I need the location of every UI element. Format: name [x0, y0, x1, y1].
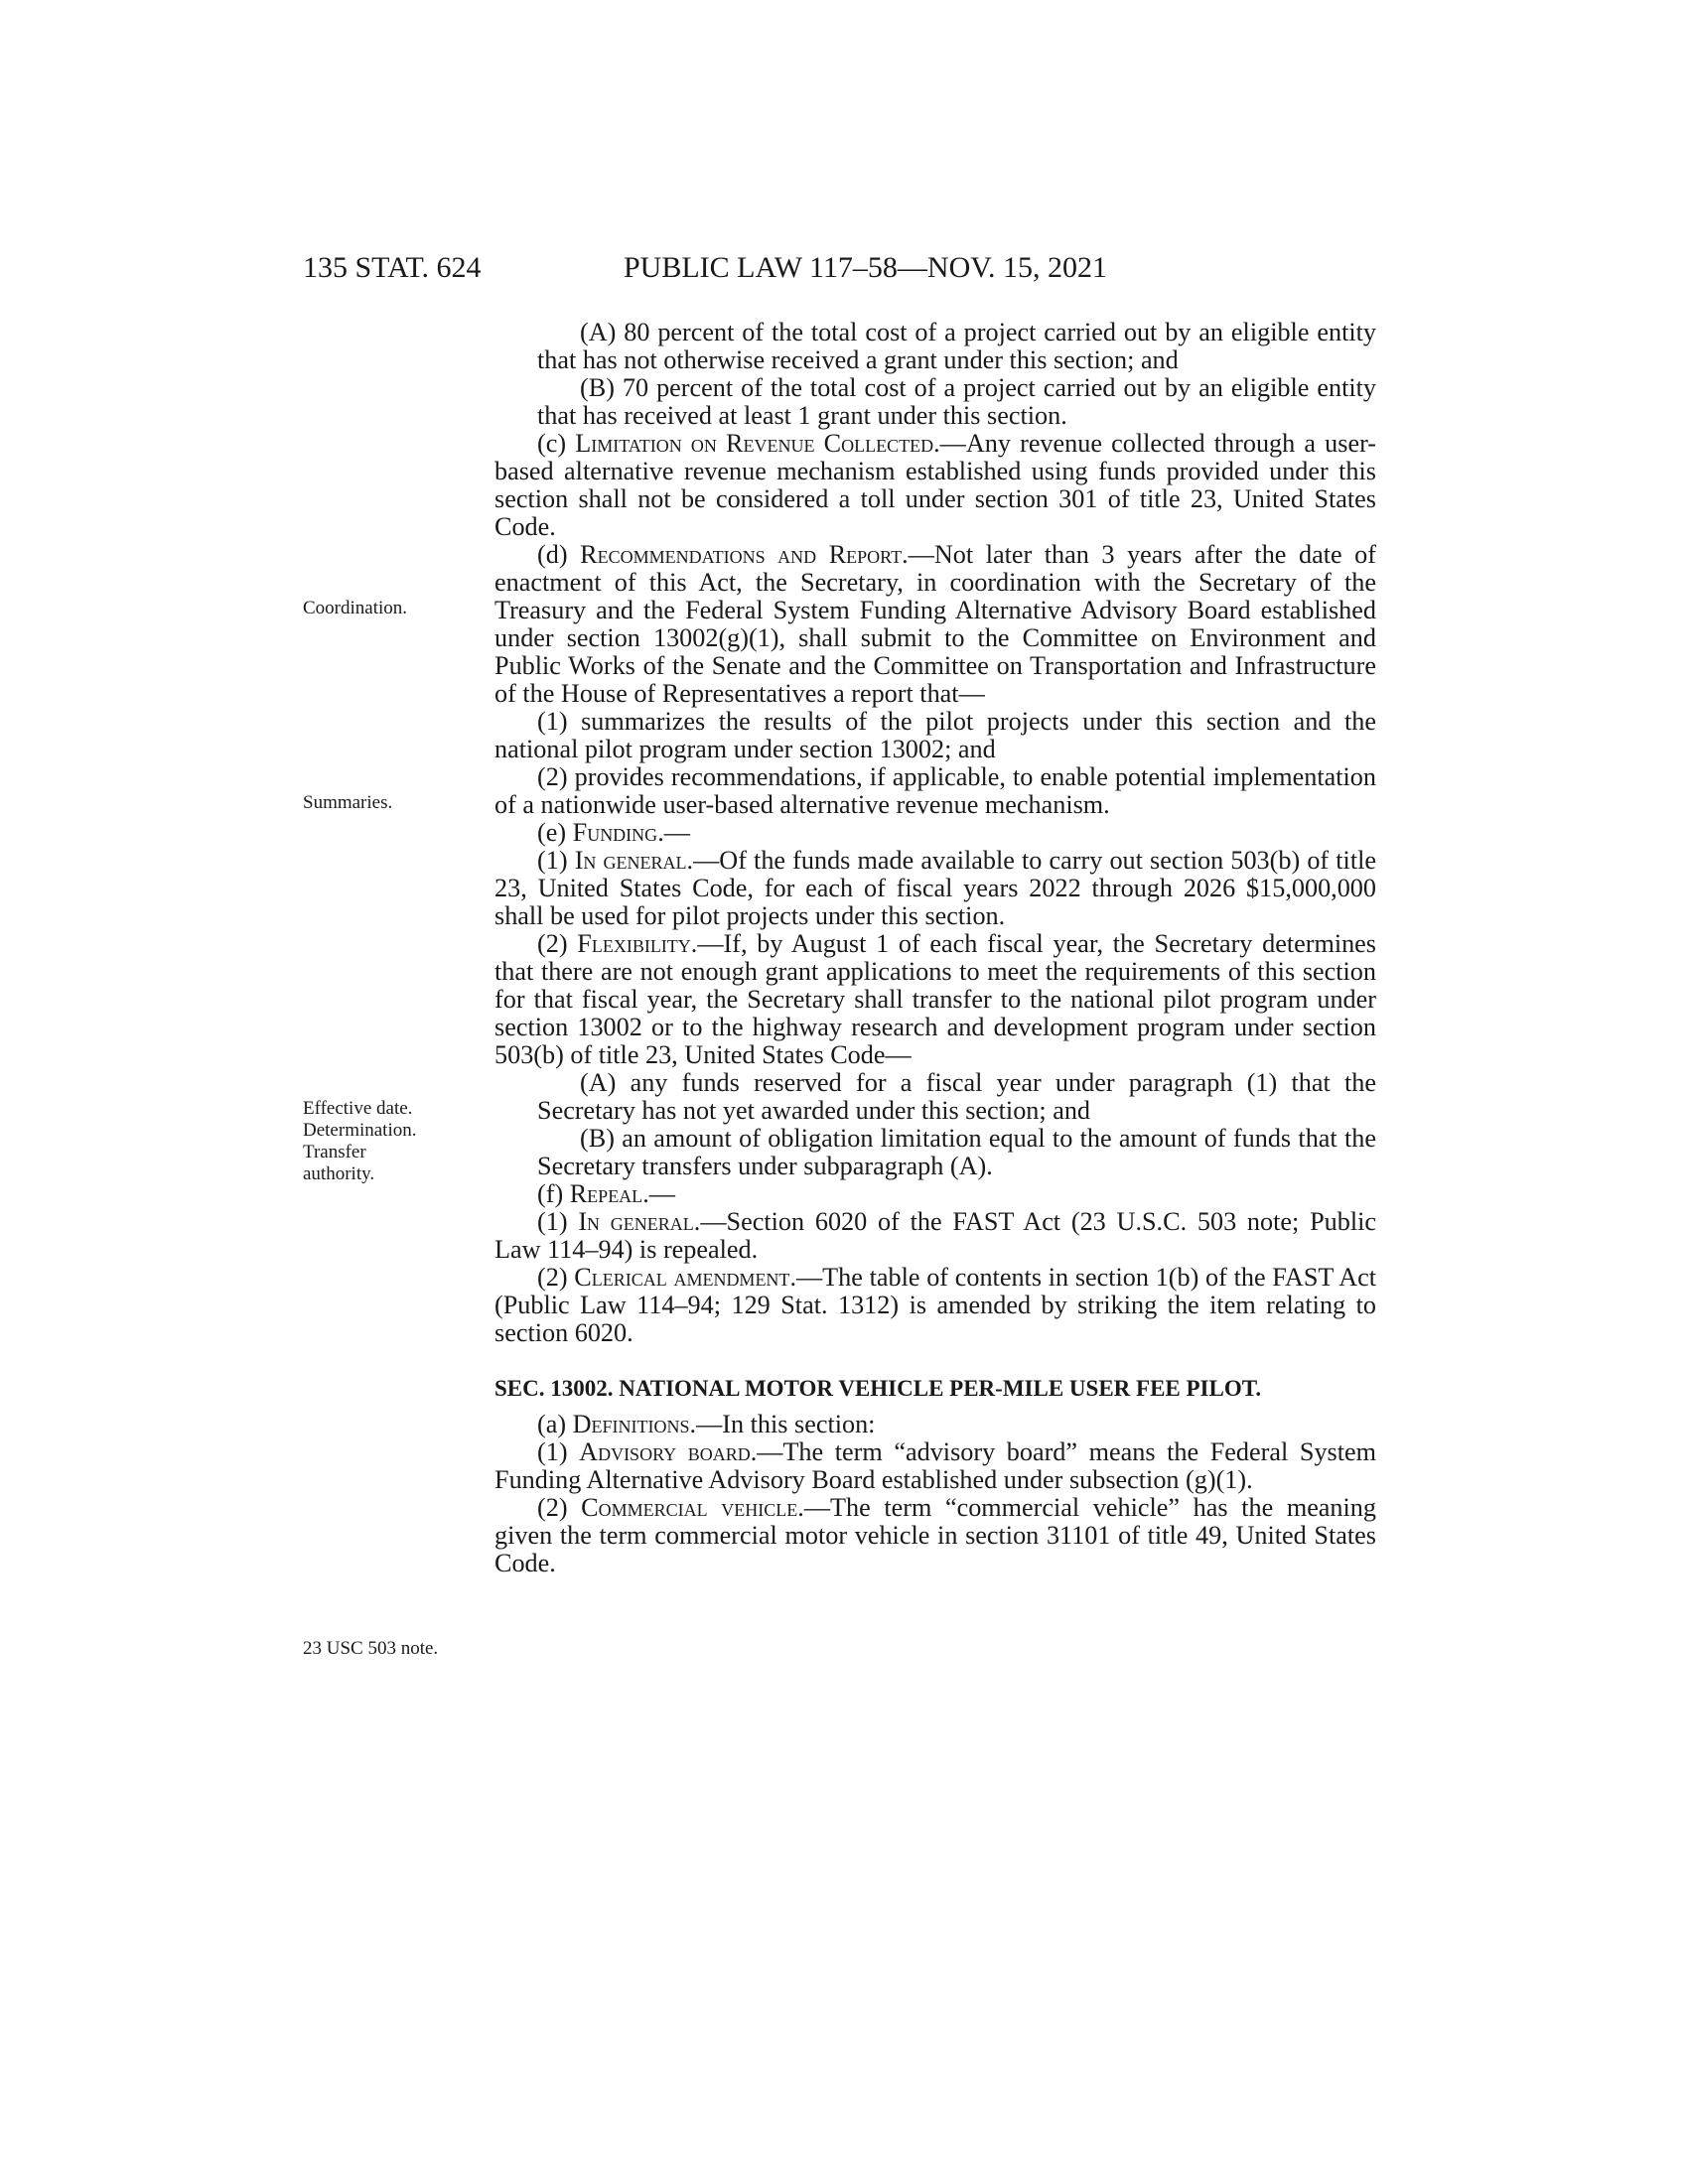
margin-note-line: Transfer	[303, 1142, 366, 1162]
text: .—Any revenue collected through a user-based alternative revenue mechanism established using funds provided under this section shall not be considered a toll under section 301 of title 23, United States Code.	[494, 429, 1376, 541]
paragraph-d2: (2) provides recommendations, if applicable, to enable potential implementation of a nationwide user-based alternative revenue mechanism.	[494, 762, 1376, 819]
heading: Flexibility	[577, 929, 691, 958]
label: (e)	[537, 818, 573, 847]
label: (f)	[537, 1179, 570, 1208]
paragraph-e2	[494, 930, 1376, 1069]
heading: Limitation on Revenue Collected	[575, 429, 934, 458]
margin-note-usc: 23 USC 503 note.	[303, 1638, 439, 1659]
heading: In general	[574, 846, 687, 875]
label: (c)	[537, 429, 576, 458]
text: .—The table of contents in section 1(b) of the FAST Act (Public Law 114–94; 129 Stat. 1312) is amended by striking the item relating to section 6020.	[494, 1263, 1377, 1347]
subparagraph-e2a: (A) any funds reserved for a fiscal year under paragraph (1) that the Secretary has not yet awarded under this section; and	[537, 1068, 1376, 1125]
text: .—The term “commercial vehicle” has the meaning given the term commercial motor vehicle in section 31101 of title 49, United States Code.	[494, 1493, 1376, 1577]
subparagraph-e2b: (B) an amount of obligation limitation equal to the amount of funds that the Secretary transfers under subparagraph (A).	[537, 1124, 1376, 1180]
text: .—Section 6020 of the FAST Act (23 U.S.C. 503 note; Public Law 114–94) is repealed.	[494, 1207, 1376, 1264]
label: (a)	[537, 1410, 573, 1438]
paragraph-f1	[494, 1208, 1376, 1264]
paragraph-d1: (1) summarizes the results of the pilot projects under this section and the national pilot program under section 13002; and	[494, 707, 1376, 763]
paragraph-a1	[494, 1438, 1376, 1494]
margin-note-effective-date	[303, 1098, 417, 1185]
margin-note-line: Determination.	[303, 1120, 417, 1141]
margin-note-line: authority.	[303, 1163, 375, 1184]
margin-note-line: Effective date.	[303, 1098, 413, 1119]
margin-note-summaries: Summaries.	[303, 792, 393, 813]
text: .—Of the funds made available to carry out section 503(b) of title 23, United States Code, for each of fiscal years 2022 through 2026 $15,000,000 shall be used for pilot projects under this section.	[494, 846, 1376, 930]
label: (1)	[537, 1207, 579, 1236]
subsection-d	[494, 541, 1376, 708]
page-number-header: 135 STAT. 624	[303, 251, 482, 284]
margin-note-coordination: Coordination.	[303, 598, 408, 618]
subsection-a	[494, 1411, 1376, 1438]
heading: Commercial vehicle	[581, 1493, 798, 1522]
heading: Recommendations and Report	[580, 540, 903, 569]
subsection-e	[494, 819, 1376, 847]
label: (2)	[537, 1263, 575, 1292]
label: (d)	[537, 540, 581, 569]
subparagraph-b: (B) 70 percent of the total cost of a project carried out by an eligible entity that has received at least 1 grant under this section.	[537, 373, 1376, 430]
text: .—	[657, 818, 690, 847]
subsection-f	[494, 1180, 1376, 1208]
section-heading: SEC. 13002. NATIONAL MOTOR VEHICLE PER-MILE USER FEE PILOT.	[494, 1376, 1262, 1401]
statute-body	[494, 319, 1376, 1577]
heading: Advisory board	[579, 1437, 751, 1466]
label: (1)	[537, 846, 575, 875]
label: (2)	[537, 929, 578, 958]
label: (2)	[537, 1493, 582, 1522]
text: .—	[642, 1179, 675, 1208]
spacer	[494, 1347, 1376, 1375]
heading: In general	[578, 1207, 694, 1236]
label: (1)	[537, 1437, 580, 1466]
subsection-c	[494, 430, 1376, 541]
heading: Repeal	[569, 1179, 643, 1208]
text: .—Not later than 3 years after the date of enactment of this Act, the Secretary, in coordination with the Secretary of the Treasury and the Federal System Funding Alternative Advisory Board established under section 13002(g)(1), shall submit to the Committee on Environment and Public Works of the Senate and the Committee on Transportation and Infrastructure of the House of Representatives a report that—	[494, 540, 1376, 708]
heading: Clerical amendment	[574, 1263, 790, 1292]
heading: Definitions	[572, 1410, 690, 1438]
paragraph-e1	[494, 847, 1376, 930]
paragraph-a2	[494, 1494, 1376, 1577]
running-header: PUBLIC LAW 117–58—NOV. 15, 2021	[624, 251, 1108, 284]
paragraph-f2	[494, 1264, 1376, 1347]
text: .—The term “advisory board” means the Federal System Funding Alternative Advisory Board established under subsection (g)(1).	[494, 1437, 1376, 1494]
text: .—If, by August 1 of each fiscal year, the Secretary determines that there are not enough grant applications to meet the requirements of this section for that fiscal year, the Secretary shall transfer to the national pilot program under section 13002 or to the highway research and development program under section 503(b) of title 23, United States Code—	[494, 929, 1376, 1069]
text: .—In this section:	[689, 1410, 876, 1438]
subparagraph-a: (A) 80 percent of the total cost of a project carried out by an eligible entity that has not otherwise received a grant under this section; and	[537, 318, 1376, 374]
heading: Funding	[572, 818, 658, 847]
